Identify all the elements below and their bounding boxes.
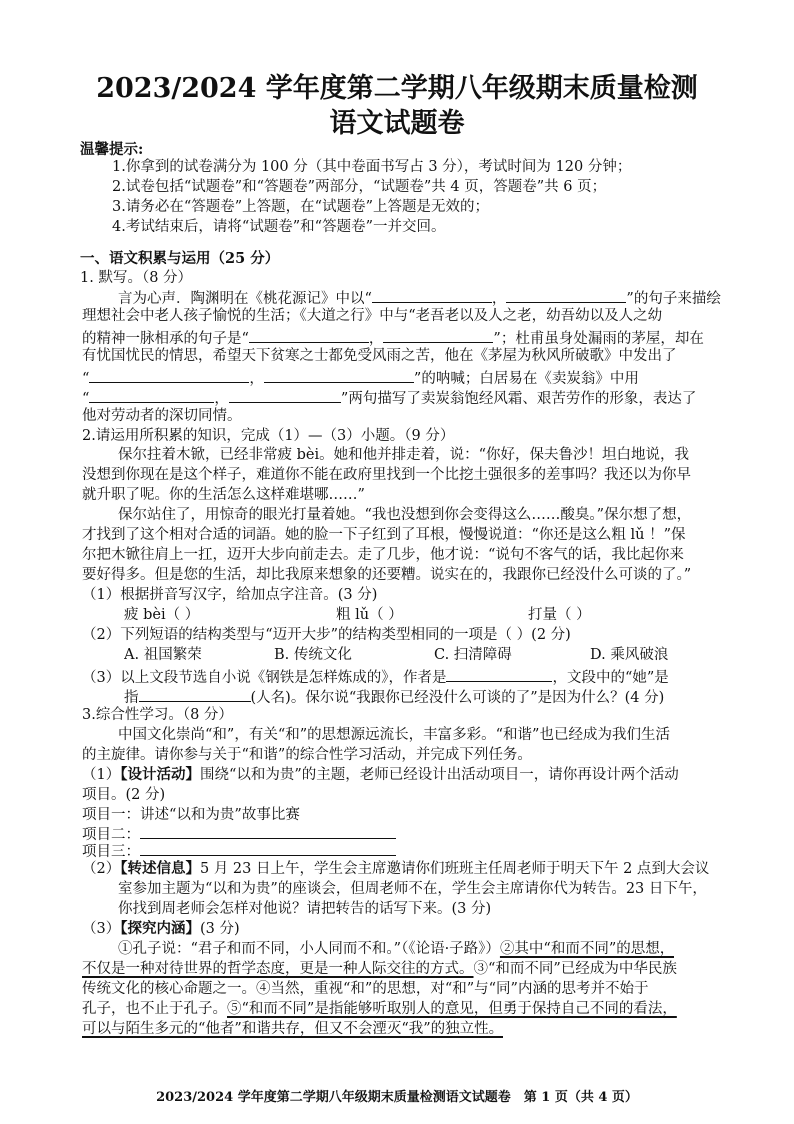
answer-blank[interactable]	[89, 366, 249, 383]
page-footer: 2023/2024 学年度第二学期八年级期末质量检测语文试题卷 第 1 页（共 4 页）	[156, 1090, 638, 1105]
q2-passage-line: 尔把木锨往肩上一扛，迈开大步向前走去。走了几步，他才说：“说句不客气的话，我比起你来	[82, 547, 684, 563]
underlined-sentence: ②其中“和而不同”的思想，	[499, 941, 675, 957]
q3-sub-2-cont: 你找到周老师会怎样对他说？请把转告的话写下来。(3 分)	[118, 901, 492, 917]
answer-blank[interactable]	[446, 665, 552, 682]
q2-passage-line: 才找到了这个相对合适的词語。她的脸一下子红到了耳根，慢慢说道：“你还是这么粗 lǔ ！”保	[82, 527, 686, 543]
underlined-sentence: ⑤“和而不同”是指能够听取别人的意见，但勇于保持自己不同的看法，	[227, 1001, 677, 1017]
q3-intro-line: 的主旋律。请你参与关于“和谐”的综合性学习活动，并完成下列任务。	[82, 747, 532, 763]
q2-sub-1-b: 粗 lǔ（ ）	[336, 607, 403, 623]
answer-blank[interactable]	[506, 286, 626, 303]
q3-sub-1	[82, 765, 679, 785]
q3-excerpt-line	[82, 1019, 503, 1039]
q3-excerpt-line	[82, 959, 677, 979]
q3-text: 孔子，也不止于孔子。	[82, 1001, 227, 1017]
q3-sub-1-cont: 项目。(2 分)	[82, 787, 166, 803]
q2-passage-line: 保尔站住了，用惊奇的眼光打量着她。“我也没想到你会变得这么……酸臭。”保尔想了想，	[118, 507, 692, 523]
project-label: 项目三：	[82, 844, 140, 859]
q1-text: ”的呐喊；白居易在《卖炭翁》中用	[413, 371, 639, 386]
q3-text: （1）	[82, 767, 121, 783]
q1-text: ，	[491, 291, 507, 306]
notice-heading: 温馨提示:	[80, 141, 144, 158]
q2-sub-1-c: 打量（ ）	[528, 607, 591, 623]
notice-item-4: 4.考试结束后，请将“试题卷”和“答题卷”一并交回。	[112, 219, 446, 235]
q3-excerpt-line	[118, 939, 674, 959]
section-heading: 一、语文积累与运用（25 分）	[80, 250, 280, 267]
q1-text: ”的句子来描绘	[626, 291, 721, 306]
q1-line-1	[118, 286, 721, 306]
q1-title: 1. 默写。（8 分）	[80, 270, 193, 286]
q2-title: 2.请运用所积累的知识，完成（1）—（3）小题。（9 分）	[82, 428, 455, 444]
q2-option-a: A. 祖国繁荣	[124, 647, 202, 663]
q1-line-4: 有忧国忧民的情思，希望天下贫寒之士都免受风雨之苦，他在《茅屋为秋风所破歌》中发出了	[82, 348, 677, 364]
q3-excerpt-line	[82, 999, 677, 1019]
underlined-sentence: 不仅是一种对待世界的哲学态度，更是一种人际交往的方式。	[82, 961, 474, 977]
answer-blank[interactable]	[249, 326, 369, 343]
q2-passage-line: 就升职了呢。你的生活怎么这样难堪哪……”	[82, 487, 365, 503]
q2-passage-line: 要好得多。但是您的生活，却比我原来想象的还要糟。说实在的，我跟你已经没什么可谈的了。”	[82, 567, 692, 583]
q3-task-tag: 【转述信息】	[120, 860, 200, 877]
project-1: 项目一：讲述“以和为贵”故事比赛	[82, 807, 300, 823]
q1-text: ，	[214, 391, 229, 406]
q3-text: ①孔子说：“君子和而不同，小人同而不和。”（《论语·子路》）	[118, 941, 500, 957]
notice-item-2: 2.试卷包括“试题卷”和“答题卷”两部分，“试题卷”共 4 页，答题卷”共 6 页；	[112, 179, 607, 195]
q3-text: ③“和而不同”已经成为中华民族	[473, 961, 677, 977]
answer-blank[interactable]	[89, 386, 214, 403]
answer-blank[interactable]	[372, 286, 492, 303]
answer-blank[interactable]	[140, 822, 396, 839]
q2-sub-3	[82, 665, 669, 685]
q1-line-7: 他对劳动者的深切同情。	[82, 408, 242, 424]
q3-intro-line: 中国文化崇尚“和”，有关“和”的思想源远流长，丰富多彩。“和谐”也已经成为我们生活	[118, 727, 670, 743]
q3-task-tag: 【探究内涵】	[120, 920, 200, 937]
q3-text: （3）	[82, 921, 121, 937]
q1-text: ”两句描写了卖炭翁饱经风霜、艰苦劳作的形象，表达了	[340, 391, 697, 406]
q1-line-3	[82, 326, 704, 346]
q2-sub-2: （2）下列短语的结构类型与“迈开大步”的结构类型相同的一项是（ ）(2 分)	[82, 627, 571, 643]
q2-option-b: B. 传统文化	[274, 647, 352, 663]
q1-text: 的精神一脉相承的句子是“	[82, 331, 249, 346]
q3-sub-2	[82, 859, 709, 879]
q2-passage-line: 没想到你现在是这个样子，难道你不能在政府里找到一个比挖土强很多的差事吗？我还以为你早	[82, 467, 691, 483]
underlined-sentence: 可以与陌生多元的“他者”和谐共存，但又不会湮灭“我”的独立性。	[82, 1021, 504, 1037]
q3-text: 5 月 23 日上午，学生会主席邀请你们班班主任周老师于明天下午 2 点到大会议	[199, 861, 710, 877]
notice-item-1: 1.你拿到的试卷满分为 100 分（其中卷面书写占 3 分），考试时间为 120 分钟；	[112, 159, 632, 175]
q3-sub-2-cont: 室参加主题为“以和为贵”的座谈会，但周老师不在，学生会主席请你代为转告。23 日下午，	[118, 881, 707, 897]
q1-text: ”；杜甫虽身处漏雨的茅屋，却在	[493, 331, 704, 346]
q3-excerpt-line: 传统文化的核心命题之一。④当然，重视“和”的思想，对“和”与“同”内涵的思考并不始于	[82, 981, 649, 997]
q2-option-d: D. 乘风破浪	[590, 647, 669, 663]
q3-title: 3.综合性学习。（8 分）	[82, 707, 233, 723]
q3-text: 围绕“以和为贵”的主题，老师已经设计出活动项目一，请你再设计两个活动	[199, 767, 679, 783]
answer-blank[interactable]	[140, 839, 396, 856]
answer-blank[interactable]	[383, 326, 493, 343]
q2-sub-1-a: 疲 bèi（ ）	[124, 607, 200, 623]
q2-text: (人名)。保尔说“我跟你已经没什么可谈的了”是因为什么？(4 分)	[250, 690, 665, 705]
q1-text: “	[82, 391, 90, 406]
q2-text: ，文段中的“她”是	[552, 670, 669, 685]
q3-sub-3	[82, 919, 240, 939]
q1-text: “	[82, 371, 90, 386]
q2-text: （3）以上文段节选自小说《钢铁是怎样炼成的》，作者是	[82, 670, 447, 685]
q3-text: （2）	[82, 861, 121, 877]
q3-task-tag: 【设计活动】	[120, 766, 200, 783]
q3-text: (3 分)	[199, 921, 240, 937]
q2-passage-line: 保尔拄着木锨，已经非常疲 bèi。她和他并排走着，说：“你好，保夫鲁沙！坦白地说，我	[118, 447, 690, 463]
q1-text: ，	[368, 331, 384, 346]
q1-text: 言为心声．陶渊明在《桃花源记》中以“	[118, 291, 372, 306]
q2-option-c: C. 扫清障碍	[434, 647, 512, 663]
q1-line-2: 理想社会中老人孩子愉悦的生活；《大道之行》中与“老吾老以及人之老，幼吾幼以及人之幼	[82, 308, 663, 324]
q2-text: 指	[124, 690, 139, 705]
answer-blank[interactable]	[139, 685, 251, 702]
notice-item-3: 3.请务必在“答题卷”上答题，在“试题卷”上答题是无效的；	[112, 199, 489, 215]
project-label: 项目二：	[82, 827, 140, 842]
exam-subtitle: 语文试题卷	[329, 108, 465, 139]
q1-text: ，	[249, 371, 264, 386]
exam-title: 2023/2024 学年度第二学期八年级期末质量检测	[96, 73, 698, 104]
answer-blank[interactable]	[229, 386, 341, 403]
project-3	[82, 839, 396, 859]
answer-blank[interactable]	[264, 366, 414, 383]
q2-sub-1: （1）根据拼音写汉字，给加点字注音。(3 分)	[82, 587, 378, 603]
q1-line-6	[82, 386, 696, 406]
q2-sub-3-cont	[124, 685, 664, 705]
q1-line-5	[82, 366, 639, 386]
